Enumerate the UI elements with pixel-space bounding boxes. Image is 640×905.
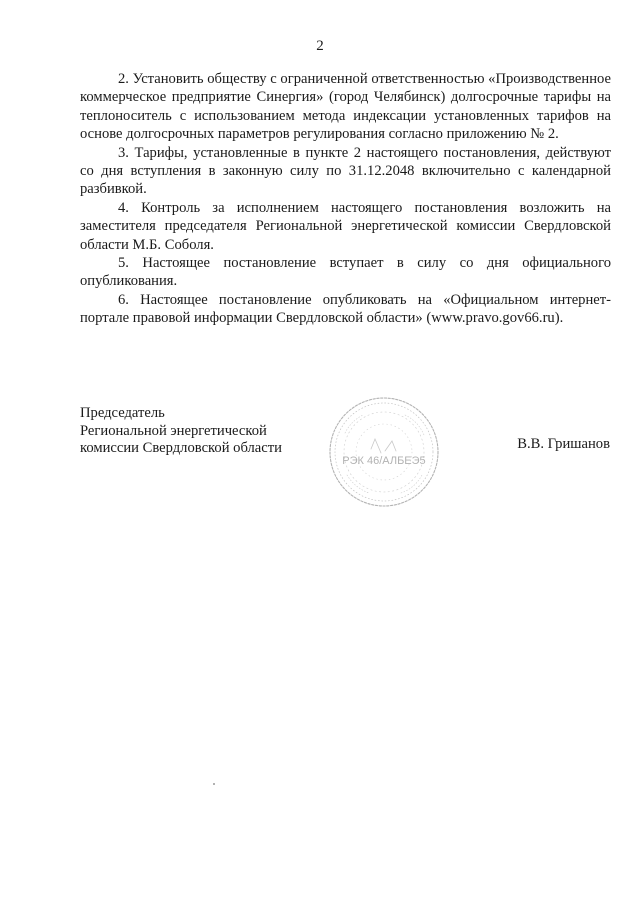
official-seal-stamp [325, 393, 443, 511]
signatory-title [80, 405, 282, 458]
signatory-title-line-3: комиссии Свердловской области [80, 440, 282, 456]
signatory-title-line-1: Председатель [80, 405, 165, 421]
paragraph-item-2: 2. Установить обществу с ограниченной ответственностью «Производственное коммерческое предприятие Синергия» (город Челябинск) долгосрочные тарифы на теплоноситель с использованием метода индексации установленных тарифов на основе долгосрочных параметров регулирования согласно приложению № 2. [80, 71, 611, 143]
page-number: 2 [316, 38, 324, 54]
paragraph-item-6: 6. Настоящее постановление опубликовать на «Официальном интернет-портале правовой информации Свердловской области» (www.pravo.gov66.ru). [80, 291, 611, 327]
paragraph-item-4: 4. Контроль за исполнением настоящего постановления возложить на заместителя председателя Региональной энергетической комиссии Свердловской области М.Б. Соболя. [80, 199, 611, 253]
scan-artifact-dot [213, 783, 215, 785]
paragraph-item-3: 3. Тарифы, установленные в пункте 2 настоящего постановления, действуют со дня вступления в законную силу по 31.12.2048 включительно с календарной разбивкой. [80, 144, 611, 198]
document-body [80, 70, 611, 328]
svg-text:РЭК 46/АЛБЕЭ5: РЭК 46/АЛБЕЭ5 [342, 455, 426, 467]
signatory-name: В.В. Гришанов [517, 436, 610, 452]
paragraph-item-5: 5. Настоящее постановление вступает в силу со дня официального опубликования. [80, 255, 611, 290]
signatory-title-line-2: Региональной энергетической [80, 422, 267, 439]
